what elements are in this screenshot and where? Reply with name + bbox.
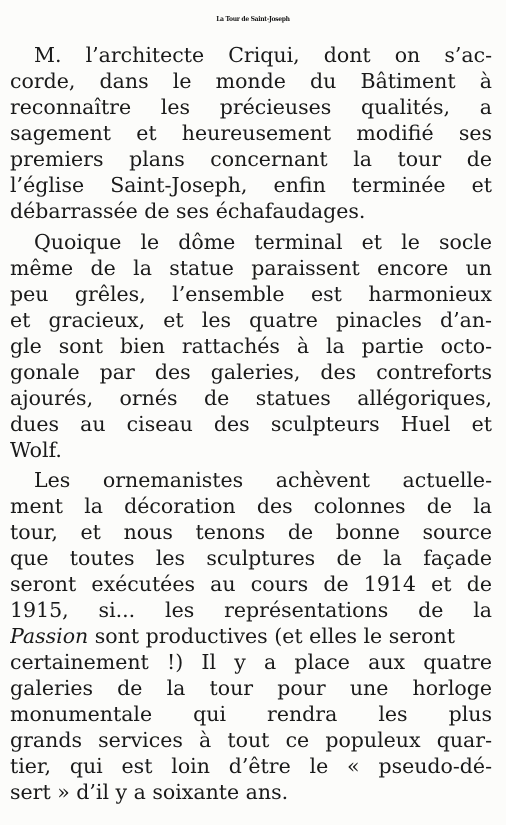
text-line: ment la décoration des colonnes de la: [10, 494, 492, 518]
text-line: peu grêles, l’ensemble est harmonieux: [10, 282, 492, 306]
text-line: monumentale qui rendra les plus: [10, 702, 492, 726]
text-line-mixed: [10, 623, 492, 649]
text-line: grands services à tout ce populeux quar-: [10, 728, 492, 752]
article-title: La Tour de Saint-Joseph: [216, 16, 290, 23]
text-line-rest: sont productives (et elles le seront: [88, 624, 455, 648]
text-line: même de la statue paraissent encore un: [10, 256, 492, 280]
text-line: galeries de la tour pour une horloge: [10, 676, 492, 700]
text-line: sert » d’il y a soixante ans.: [10, 780, 289, 804]
text-line: premiers plans concernant la tour de: [10, 147, 492, 171]
text-line: Quoique le dôme terminal et le socle: [34, 230, 492, 254]
text-line: M. l’architecte Criqui, dont on s’ac-: [34, 43, 492, 67]
text-line: corde, dans le monde du Bâtiment à: [10, 69, 492, 93]
text-line: 1915, si... les représentations de la: [10, 598, 492, 622]
text-line: tier, qui est loin d’être le « pseudo-dé-: [10, 754, 492, 778]
text-line: débarrassée de ses échafaudages.: [10, 199, 366, 223]
text-line: que toutes les sculptures de la façade: [10, 546, 492, 570]
italic-word: Passion: [10, 624, 89, 648]
text-line: tour, et nous tenons de bonne source: [10, 520, 492, 544]
text-line: gle sont bien rattachés à la partie octo-: [10, 334, 492, 358]
text-line: gonale par des galeries, des contreforts: [10, 360, 492, 384]
text-line: et gracieux, et les quatre pinacles d’an-: [10, 308, 492, 332]
text-line: l’église Saint-Joseph, enfin terminée et: [10, 173, 492, 197]
text-line: seront exécutées au cours de 1914 et de: [10, 572, 492, 596]
text-line: reconnaître les précieuses qualités, a: [10, 95, 492, 119]
text-line: certainement !) Il y a place aux quatre: [10, 650, 492, 674]
text-line: sagement et heureusement modifié ses: [10, 121, 492, 145]
text-line: dues au ciseau des sculpteurs Huel et: [10, 412, 492, 436]
text-line: Wolf.: [10, 438, 62, 462]
text-line: Les ornemanistes achèvent actuelle-: [34, 468, 492, 492]
text-line: ajourés, ornés de statues allégoriques,: [10, 386, 492, 410]
